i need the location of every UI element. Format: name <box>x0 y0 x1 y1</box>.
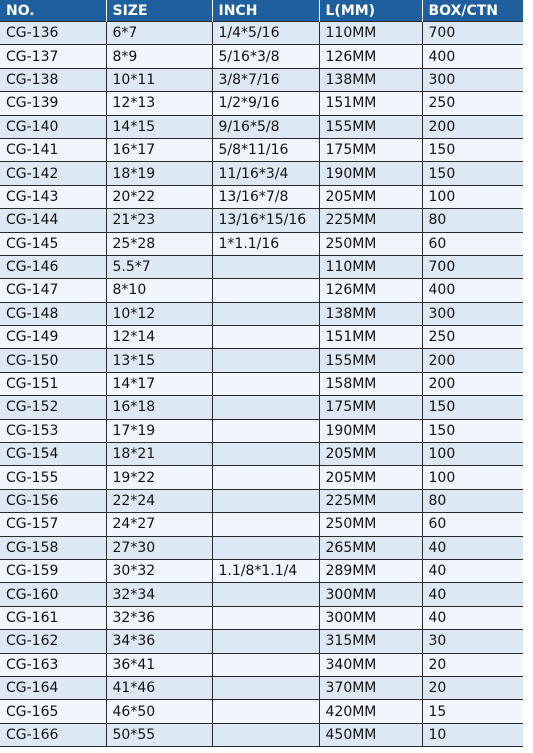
cell-inch: 1/2*9/16 <box>212 92 319 115</box>
cell-inch <box>212 653 319 676</box>
cell-no: CG-139 <box>0 92 106 115</box>
cell-inch: 13/16*15/16 <box>212 209 319 232</box>
cell-inch <box>212 302 319 325</box>
cell-inch <box>212 466 319 489</box>
cell-length: 151MM <box>319 326 422 349</box>
cell-size: 41*46 <box>106 676 212 699</box>
cell-length: 155MM <box>319 115 422 138</box>
cell-size: 6*7 <box>106 22 212 45</box>
cell-no: CG-150 <box>0 349 106 372</box>
cell-box-ctn: 100 <box>422 443 523 466</box>
cell-inch <box>212 443 319 466</box>
cell-size: 10*11 <box>106 68 212 91</box>
table-row <box>0 22 523 45</box>
column-header-box-ctn: BOX/CTN <box>422 0 523 22</box>
table-row <box>0 185 523 208</box>
cell-box-ctn: 400 <box>422 279 523 302</box>
cell-size: 24*27 <box>106 513 212 536</box>
cell-length: 158MM <box>319 372 422 395</box>
cell-no: CG-159 <box>0 559 106 582</box>
cell-inch: 9/16*5/8 <box>212 115 319 138</box>
cell-no: CG-163 <box>0 653 106 676</box>
cell-box-ctn: 40 <box>422 583 523 606</box>
cell-size: 14*15 <box>106 115 212 138</box>
cell-inch: 13/16*7/8 <box>212 185 319 208</box>
cell-no: CG-149 <box>0 326 106 349</box>
cell-size: 18*21 <box>106 443 212 466</box>
table-row <box>0 326 523 349</box>
cell-box-ctn: 20 <box>422 676 523 699</box>
cell-box-ctn: 40 <box>422 536 523 559</box>
cell-size: 32*36 <box>106 606 212 629</box>
cell-box-ctn: 400 <box>422 45 523 68</box>
cell-box-ctn: 200 <box>422 115 523 138</box>
cell-box-ctn: 200 <box>422 349 523 372</box>
cell-size: 20*22 <box>106 185 212 208</box>
table-row <box>0 676 523 699</box>
cell-no: CG-141 <box>0 138 106 161</box>
table-row <box>0 466 523 489</box>
cell-box-ctn: 60 <box>422 232 523 255</box>
cell-box-ctn: 150 <box>422 419 523 442</box>
cell-box-ctn: 700 <box>422 255 523 278</box>
cell-length: 265MM <box>319 536 422 559</box>
cell-length: 190MM <box>319 162 422 185</box>
cell-no: CG-160 <box>0 583 106 606</box>
cell-no: CG-152 <box>0 396 106 419</box>
table-row <box>0 606 523 629</box>
cell-inch <box>212 255 319 278</box>
cell-length: 155MM <box>319 349 422 372</box>
table-row <box>0 630 523 653</box>
cell-box-ctn: 40 <box>422 606 523 629</box>
cell-inch <box>212 279 319 302</box>
cell-box-ctn: 150 <box>422 396 523 419</box>
cell-inch <box>212 326 319 349</box>
table-row <box>0 700 523 723</box>
cell-no: CG-154 <box>0 443 106 466</box>
cell-no: CG-142 <box>0 162 106 185</box>
table-row <box>0 45 523 68</box>
cell-size: 36*41 <box>106 653 212 676</box>
cell-size: 16*18 <box>106 396 212 419</box>
cell-size: 8*10 <box>106 279 212 302</box>
table-row <box>0 583 523 606</box>
cell-length: 370MM <box>319 676 422 699</box>
cell-length: 340MM <box>319 653 422 676</box>
cell-size: 17*19 <box>106 419 212 442</box>
table-row <box>0 68 523 91</box>
table-row <box>0 209 523 232</box>
cell-length: 420MM <box>319 700 422 723</box>
table-row <box>0 443 523 466</box>
cell-no: CG-143 <box>0 185 106 208</box>
cell-size: 18*19 <box>106 162 212 185</box>
table-header <box>0 0 523 22</box>
cell-no: CG-166 <box>0 723 106 746</box>
table-row <box>0 162 523 185</box>
cell-size: 8*9 <box>106 45 212 68</box>
cell-no: CG-145 <box>0 232 106 255</box>
cell-length: 289MM <box>319 559 422 582</box>
cell-length: 110MM <box>319 22 422 45</box>
cell-inch: 1/4*5/16 <box>212 22 319 45</box>
cell-no: CG-147 <box>0 279 106 302</box>
cell-size: 10*12 <box>106 302 212 325</box>
cell-length: 138MM <box>319 68 422 91</box>
cell-inch <box>212 723 319 746</box>
table-row <box>0 302 523 325</box>
table-row <box>0 255 523 278</box>
table-row <box>0 279 523 302</box>
table-body <box>0 22 523 747</box>
table-row <box>0 489 523 512</box>
cell-size: 30*32 <box>106 559 212 582</box>
cell-length: 205MM <box>319 466 422 489</box>
cell-box-ctn: 10 <box>422 723 523 746</box>
cell-box-ctn: 15 <box>422 700 523 723</box>
cell-length: 126MM <box>319 45 422 68</box>
cell-length: 315MM <box>319 630 422 653</box>
table-row <box>0 138 523 161</box>
cell-inch <box>212 513 319 536</box>
table-row <box>0 536 523 559</box>
table-row <box>0 115 523 138</box>
cell-no: CG-158 <box>0 536 106 559</box>
table-row <box>0 92 523 115</box>
cell-no: CG-151 <box>0 372 106 395</box>
column-header-inch: INCH <box>212 0 319 22</box>
cell-box-ctn: 150 <box>422 138 523 161</box>
cell-size: 25*28 <box>106 232 212 255</box>
cell-box-ctn: 60 <box>422 513 523 536</box>
cell-no: CG-165 <box>0 700 106 723</box>
cell-inch <box>212 349 319 372</box>
cell-box-ctn: 700 <box>422 22 523 45</box>
table-row <box>0 559 523 582</box>
cell-length: 205MM <box>319 443 422 466</box>
cell-size: 21*23 <box>106 209 212 232</box>
cell-no: CG-146 <box>0 255 106 278</box>
cell-size: 34*36 <box>106 630 212 653</box>
cell-size: 19*22 <box>106 466 212 489</box>
cell-inch: 1*1.1/16 <box>212 232 319 255</box>
cell-no: CG-140 <box>0 115 106 138</box>
cell-inch: 3/8*7/16 <box>212 68 319 91</box>
cell-inch: 11/16*3/4 <box>212 162 319 185</box>
cell-no: CG-137 <box>0 45 106 68</box>
cell-box-ctn: 150 <box>422 162 523 185</box>
cell-box-ctn: 100 <box>422 185 523 208</box>
cell-no: CG-136 <box>0 22 106 45</box>
cell-box-ctn: 300 <box>422 302 523 325</box>
cell-length: 190MM <box>319 419 422 442</box>
cell-no: CG-148 <box>0 302 106 325</box>
cell-size: 12*14 <box>106 326 212 349</box>
cell-box-ctn: 300 <box>422 68 523 91</box>
cell-length: 175MM <box>319 138 422 161</box>
table-row <box>0 396 523 419</box>
cell-size: 5.5*7 <box>106 255 212 278</box>
column-header-no: NO. <box>0 0 106 22</box>
cell-inch <box>212 396 319 419</box>
cell-inch: 5/16*3/8 <box>212 45 319 68</box>
cell-inch <box>212 419 319 442</box>
cell-inch <box>212 489 319 512</box>
column-header-length: L(MM) <box>319 0 422 22</box>
cell-inch <box>212 372 319 395</box>
cell-size: 13*15 <box>106 349 212 372</box>
table-row <box>0 653 523 676</box>
cell-no: CG-161 <box>0 606 106 629</box>
cell-length: 138MM <box>319 302 422 325</box>
cell-inch <box>212 630 319 653</box>
cell-box-ctn: 250 <box>422 326 523 349</box>
cell-box-ctn: 40 <box>422 559 523 582</box>
cell-no: CG-138 <box>0 68 106 91</box>
cell-length: 225MM <box>319 489 422 512</box>
table-row <box>0 372 523 395</box>
cell-box-ctn: 80 <box>422 209 523 232</box>
cell-no: CG-156 <box>0 489 106 512</box>
cell-length: 225MM <box>319 209 422 232</box>
header-row <box>0 0 523 22</box>
cell-length: 126MM <box>319 279 422 302</box>
table-row <box>0 232 523 255</box>
cell-length: 300MM <box>319 583 422 606</box>
cell-length: 205MM <box>319 185 422 208</box>
cell-size: 12*13 <box>106 92 212 115</box>
cell-inch <box>212 606 319 629</box>
cell-no: CG-153 <box>0 419 106 442</box>
cell-size: 16*17 <box>106 138 212 161</box>
table-row <box>0 419 523 442</box>
cell-size: 46*50 <box>106 700 212 723</box>
cell-no: CG-162 <box>0 630 106 653</box>
cell-inch <box>212 583 319 606</box>
table-row <box>0 513 523 536</box>
cell-length: 175MM <box>319 396 422 419</box>
cell-box-ctn: 100 <box>422 466 523 489</box>
cell-box-ctn: 20 <box>422 653 523 676</box>
cell-box-ctn: 80 <box>422 489 523 512</box>
cell-box-ctn: 200 <box>422 372 523 395</box>
column-header-size: SIZE <box>106 0 212 22</box>
cell-length: 450MM <box>319 723 422 746</box>
table-row <box>0 723 523 746</box>
cell-inch <box>212 536 319 559</box>
cell-inch: 1.1/8*1.1/4 <box>212 559 319 582</box>
cell-size: 50*55 <box>106 723 212 746</box>
cell-length: 151MM <box>319 92 422 115</box>
cell-box-ctn: 250 <box>422 92 523 115</box>
cell-inch: 5/8*11/16 <box>212 138 319 161</box>
cell-size: 32*34 <box>106 583 212 606</box>
cell-length: 110MM <box>319 255 422 278</box>
cell-no: CG-144 <box>0 209 106 232</box>
cell-inch <box>212 676 319 699</box>
cell-box-ctn: 30 <box>422 630 523 653</box>
cell-length: 300MM <box>319 606 422 629</box>
cell-no: CG-155 <box>0 466 106 489</box>
cell-size: 22*24 <box>106 489 212 512</box>
cell-no: CG-157 <box>0 513 106 536</box>
cell-size: 14*17 <box>106 372 212 395</box>
cell-length: 250MM <box>319 513 422 536</box>
cell-size: 27*30 <box>106 536 212 559</box>
cell-no: CG-164 <box>0 676 106 699</box>
table-row <box>0 349 523 372</box>
cell-length: 250MM <box>319 232 422 255</box>
cell-inch <box>212 700 319 723</box>
